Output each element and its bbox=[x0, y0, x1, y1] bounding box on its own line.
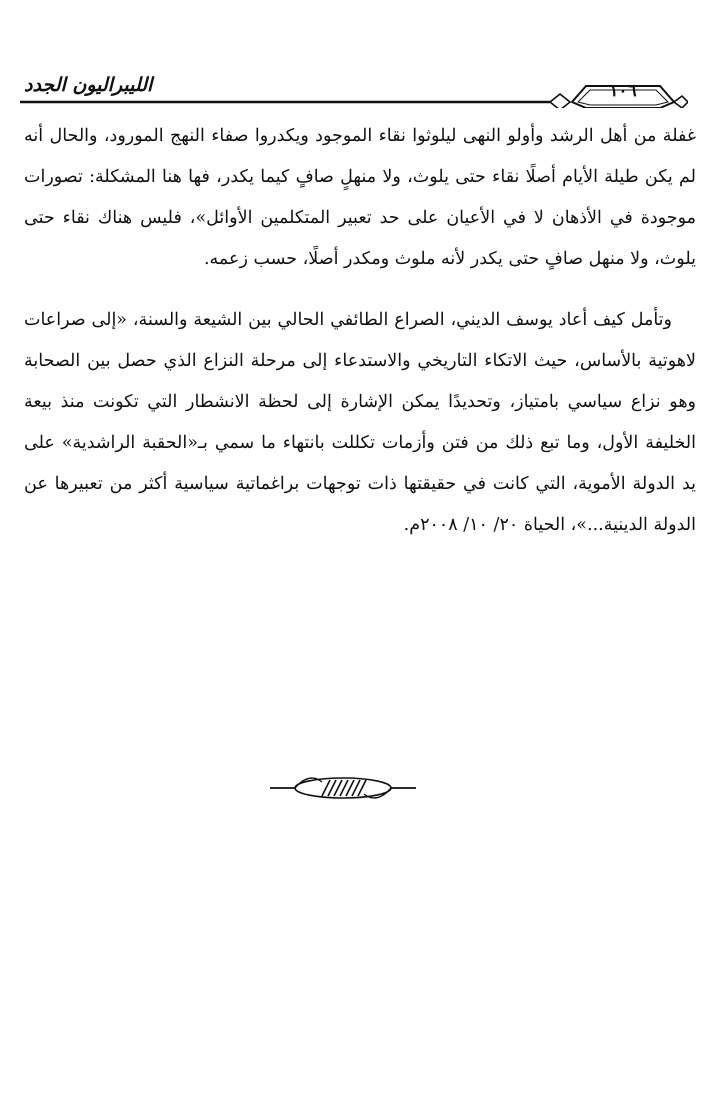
main-text bbox=[24, 116, 696, 546]
paragraph: غفلة من أهل الرشد وأولو النهى ليلوثوا نقاء الموجود ويكدروا صفاء النهج المورود، والحال أنه لم يكن طيلة الأيام أصلًا نقاء حتى يلوث، ولا منهلٍ صافٍ كيما يكدر، فها هنا المشكلة: تصورات موجودة في الأذهان لا في الأعيان على حد تعبير المتكلمين الأوائل»، فليس هناك نقاء حتى يلوث، ولا منهل صافٍ حتى يكدر لأنه ملوث ومكدر أصلًا، حسب زعمه. bbox=[24, 126, 696, 269]
book-title: الليبراليون الجدد bbox=[24, 74, 153, 96]
page-number: ١٠٦ bbox=[609, 81, 637, 101]
end-ornament-icon bbox=[270, 768, 416, 808]
paragraph: وتأمل كيف أعاد يوسف الديني، الصراع الطائفي الحالي بين الشيعة والسنة، «إلى صراعات لاهوتية بالأساس، حيث الاتكاء التاريخي والاستدعاء إلى مرحلة النزاع الذي حصل بين الصحابة وهو نزاع سياسي بامتياز، وتحديدًا يمكن الإشارة إلى لحظة الانشطار التي تكونت منذ بيعة الخليفة الأول، وما تبع ذلك من فتن وأزمات تكللت بانتهاء ما سمي بـ«الحقبة الراشدية» على يد الدولة الأموية، التي كانت في حقيقتها ذات توجهات براغماتية سياسية أكثر من تعبيرها عن الدولة الدينية...»، الحياة ٢٠/ ١٠/ ٢٠٠٨م. bbox=[24, 310, 696, 535]
page-header bbox=[20, 72, 688, 108]
